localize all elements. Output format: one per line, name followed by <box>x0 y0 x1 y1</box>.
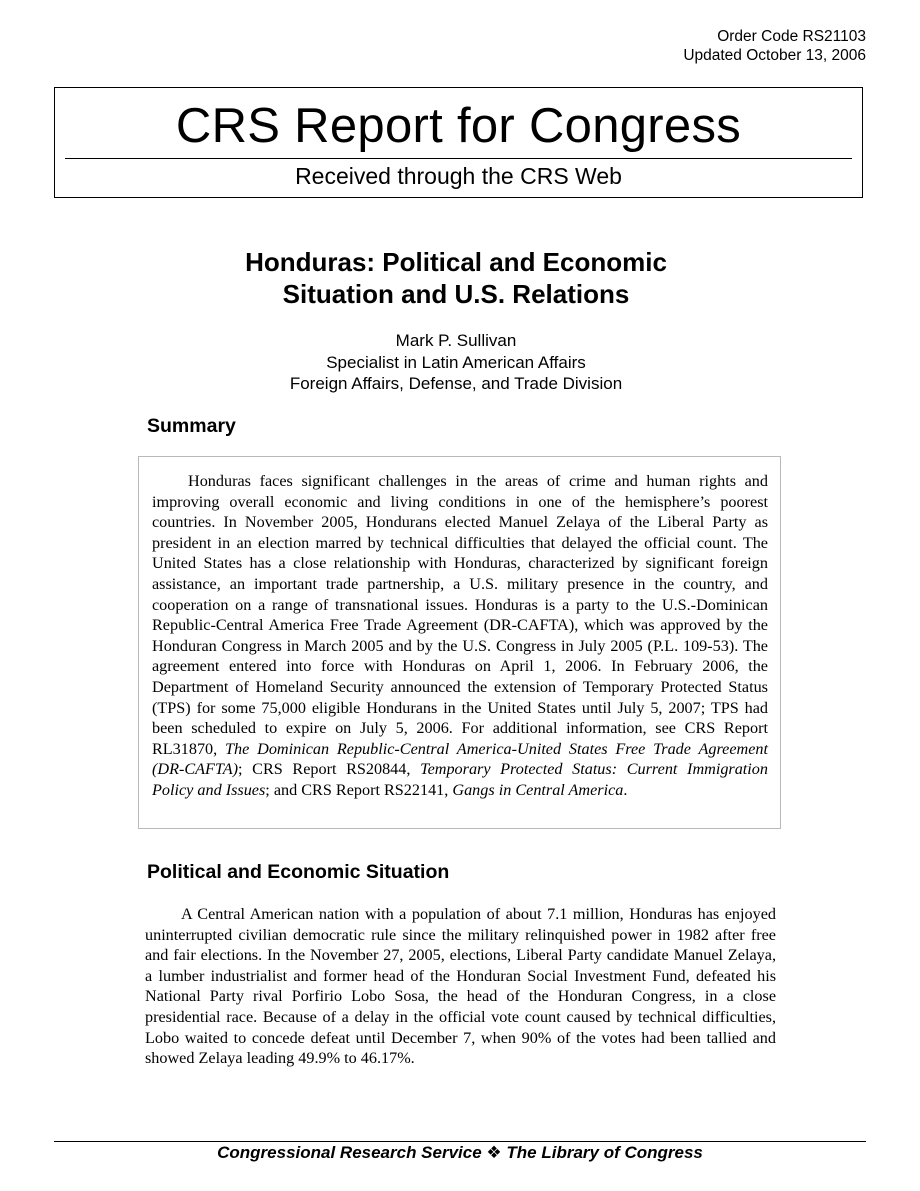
summary-heading: Summary <box>147 415 236 437</box>
summary-ref-1-title: The Dominican Republic-Central America-United States Free Trade Agreement (DR-CAFTA) <box>152 739 768 779</box>
masthead-box <box>54 87 863 198</box>
summary-text <box>152 471 768 801</box>
masthead-divider <box>65 158 852 159</box>
political-section-paragraph: A Central American nation with a population of about 7.1 million, Honduras has enjoyed uninterrupted civilian democratic rule since the military relinquished power in 1982 after free and fair elections. In the November 27, 2005, elections, Liberal Party candidate Manuel Zelaya, a lumber industrialist and former head of the Honduran Social Investment Fund, defeated his National Party rival Porfirio Lobo Sosa, the head of the Honduran Congress, in a close presidential race. Because of a delay in the official vote count caused by technical difficulties, Lobo waited to concede defeat until December 7, when 90% of the votes had been tallied and showed Zelaya leading 49.9% to 46.17%. <box>145 905 776 1068</box>
summary-text-part-2: ; CRS Report RS20844, <box>238 760 421 779</box>
author-name: Mark P. Sullivan <box>395 331 517 350</box>
footer-divider <box>54 1141 866 1142</box>
document-title-line-1: Honduras: Political and Economic <box>245 247 667 277</box>
footer <box>0 1143 920 1163</box>
document-title-line-2: Situation and U.S. Relations <box>282 279 630 309</box>
author-title: Specialist in Latin American Affairs <box>326 352 586 372</box>
summary-text-part-3: ; and CRS Report RS22141, <box>265 780 453 799</box>
author-block <box>0 330 912 395</box>
order-code-block <box>683 27 866 65</box>
footer-left: Congressional Research Service <box>217 1143 482 1162</box>
document-title <box>0 246 912 310</box>
updated-date: Updated October 13, 2006 <box>683 47 866 64</box>
author-division: Foreign Affairs, Defense, and Trade Division <box>289 374 623 393</box>
summary-ref-3-title: Gangs in Central America <box>452 780 624 799</box>
order-code: Order Code RS21103 <box>717 28 866 45</box>
summary-box <box>138 456 781 829</box>
masthead-subtitle: Received through the CRS Web <box>295 163 622 189</box>
summary-text-part-1: Honduras faces significant challenges in the areas of crime and human rights and improving overall economic and living conditions in one of the hemisphere’s poorest countries. In November 2005, Hondurans elected Manuel Zelaya of the Liberal Party as president in an election marred by technical difficulties that delayed the official count. The United States has a close relationship with Honduras, characterized by significant foreign assistance, an important trade partnership, a U.S. military presence in the country, and cooperation on a range of transnational issues. Honduras is a party to the U.S.-Dominican Republic-Central America Free Trade Agreement (DR-CAFTA), which was approved by the Honduran Congress in March 2005 and by the U.S. Congress in July 2005 (P.L. 109-53). The agreement entered into force with Honduras on April 1, 2006. In February 2006, the Department of Homeland Security announced the extension of Temporary Protected Status (TPS) for some 75,000 eligible Hondurans in the United States until July 5, 2007; TPS had been scheduled to expire on July 5, 2006. For additional information, see CRS Report RL31870, <box>152 472 768 758</box>
political-section-heading: Political and Economic Situation <box>147 861 450 883</box>
footer-separator-icon: ❖ <box>486 1143 502 1162</box>
summary-text-part-4: . <box>623 780 628 799</box>
summary-ref-2-title: Temporary Protected Status: Current Immigration Policy and Issues <box>152 760 768 799</box>
footer-right: The Library of Congress <box>506 1143 703 1162</box>
masthead-title: CRS Report for Congress <box>175 99 742 153</box>
